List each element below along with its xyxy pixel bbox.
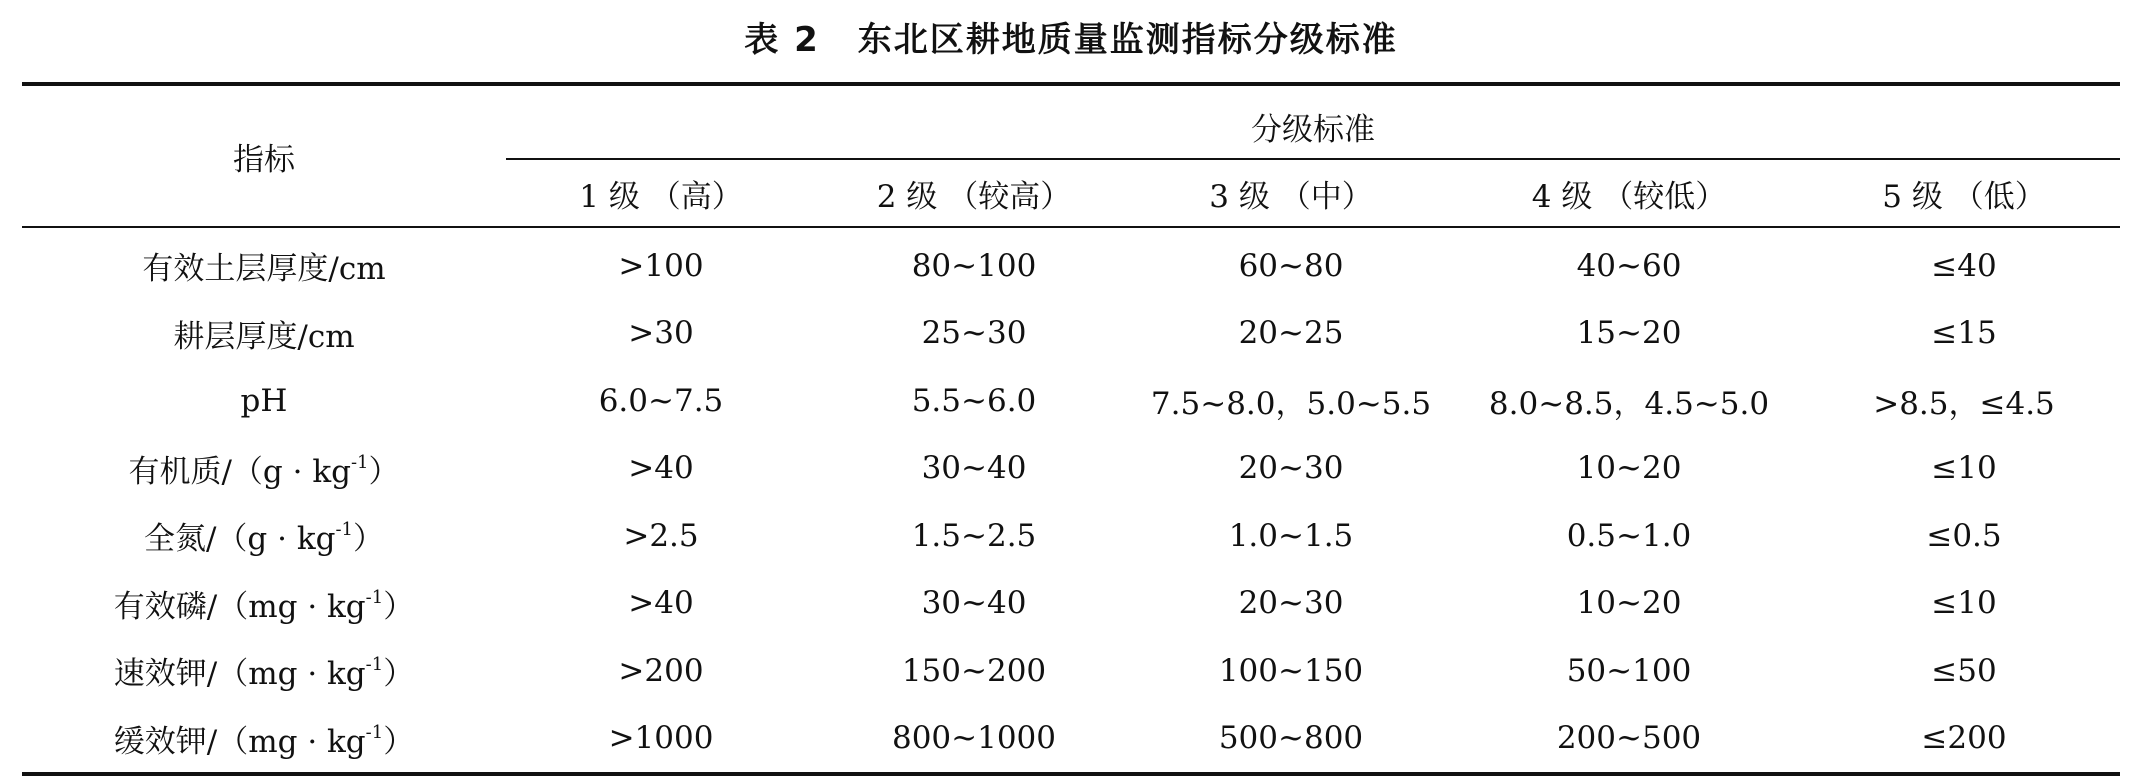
level-4-value: 200~500 <box>1450 705 1808 775</box>
level-2-value: 25~30 <box>921 315 1027 352</box>
header-row-group <box>22 84 2120 159</box>
indicator-name: 有机质$/(g \cdot kg^{-1})$ <box>128 451 400 490</box>
level-4-value: 0.5~1.0 <box>1566 517 1692 554</box>
level-3-value: 1.0~1.5 <box>1228 517 1354 554</box>
table-row <box>22 705 2120 775</box>
level-3-value: 60~80 <box>1238 247 1344 284</box>
level-2-value: 30~40 <box>921 450 1027 487</box>
level-1-value: >40 <box>628 585 694 622</box>
level-2-value: 80~100 <box>911 247 1037 284</box>
level-3-value: 100~150 <box>1218 652 1364 689</box>
level-5-value: ≤40 <box>1931 247 1997 284</box>
level-5-value: ≤0.5 <box>1926 517 2002 554</box>
level-3-header: 3 级 （中） <box>1132 159 1450 227</box>
table-row <box>22 502 2120 570</box>
table-row <box>22 570 2120 638</box>
level-5-value: ≤10 <box>1931 450 1997 487</box>
level-5-header: 5 级 （低） <box>1808 159 2120 227</box>
indicator-header: 指标 <box>22 84 506 227</box>
level-2-value: 30~40 <box>921 585 1027 622</box>
level-4-value: 10~20 <box>1576 450 1682 487</box>
level-1-value: >40 <box>628 450 694 487</box>
table-number: 表 2 <box>744 20 820 60</box>
table-caption <box>0 12 2142 68</box>
level-3-value: 20~25 <box>1238 315 1344 352</box>
level-5-value: >8.5，≤4.5 <box>1873 386 2055 423</box>
level-5-value: ≤50 <box>1931 652 1997 689</box>
level-4-value: 40~60 <box>1576 247 1682 284</box>
grading-standard-header: 分级标准 <box>506 84 2120 159</box>
table-row <box>22 435 2120 503</box>
indicator-name: 耕层厚度/cm <box>173 318 355 355</box>
indicator-name: 缓效钾$/(mg \cdot kg^{-1})$ <box>22 705 506 775</box>
level-2-value: 1.5~2.5 <box>911 517 1037 554</box>
table-row <box>22 367 2120 435</box>
level-4-value: 8.0~8.5，4.5~5.0 <box>1488 386 1770 423</box>
level-4-header: 4 级 （较低） <box>1450 159 1808 227</box>
level-1-value: >30 <box>628 315 694 352</box>
level-2-value: 5.5~6.0 <box>911 382 1037 419</box>
level-3-value: 20~30 <box>1238 450 1344 487</box>
level-1-value: >200 <box>618 652 704 689</box>
level-4-value: 50~100 <box>1566 652 1692 689</box>
level-5-value: ≤10 <box>1931 585 1997 622</box>
indicator-name: 全氮$/(g \cdot kg^{-1})$ <box>143 519 385 558</box>
level-1-value: >100 <box>618 247 704 284</box>
level-1-value: >1000 <box>506 705 816 775</box>
level-3-value: 20~30 <box>1238 585 1344 622</box>
level-1-value: 6.0~7.5 <box>598 382 724 419</box>
level-4-value: 10~20 <box>1576 585 1682 622</box>
level-5-value: ≤200 <box>1808 705 2120 775</box>
level-3-value: 7.5~8.0，5.0~5.5 <box>1150 386 1432 423</box>
indicator-name: 有效土层厚度/cm <box>142 251 386 288</box>
level-2-value: 800~1000 <box>816 705 1132 775</box>
grading-standard-table <box>22 82 2120 776</box>
indicator-name: 速效钾$/(mg \cdot kg^{-1})$ <box>113 654 415 693</box>
table-row <box>22 227 2120 300</box>
table-row <box>22 300 2120 368</box>
level-2-value: 150~200 <box>901 652 1047 689</box>
level-1-value: >2.5 <box>623 517 699 554</box>
level-4-value: 15~20 <box>1576 315 1682 352</box>
indicator-name: 有效磷$/(mg \cdot kg^{-1})$ <box>113 586 415 625</box>
indicator-name: pH <box>240 382 288 419</box>
level-3-value: 500~800 <box>1132 705 1450 775</box>
table-row <box>22 637 2120 705</box>
table-title: 东北区耕地质量监测指标分级标准 <box>857 20 1398 60</box>
level-2-header: 2 级 （较高） <box>816 159 1132 227</box>
level-1-header: 1 级 （高） <box>506 159 816 227</box>
level-5-value: ≤15 <box>1931 315 1997 352</box>
